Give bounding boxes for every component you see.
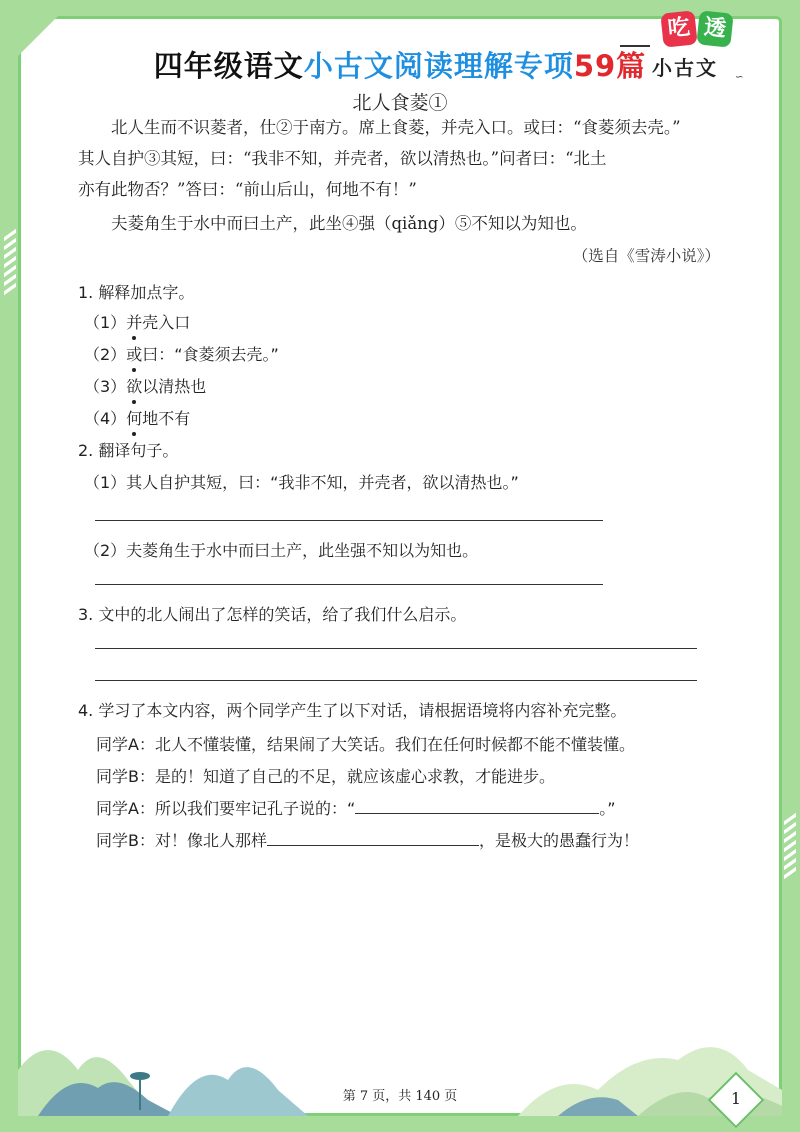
title-part-grade: 四年级语文 [153, 49, 304, 83]
dialogue-line: 同学B：对！像北人那样 ，是极大的愚蠢行为！ [96, 831, 639, 850]
question-2-item: （1）其人自护其短，曰：“我非不知，并壳者，欲以清热也。” [84, 473, 519, 492]
question-1-item: （1）并壳入口 [84, 310, 190, 333]
dialogue-line: 同学B：是的！知道了自己的不足，就应该虚心求教，才能进步。 [96, 767, 555, 786]
passage-source: （选自《雪涛小说》） [572, 247, 720, 265]
passage-paragraph-1 [78, 112, 728, 205]
question-2-item: （2）夫菱角生于水中而曰土产，此坐强不知以为知也。 [84, 541, 479, 560]
question-1-item: （4）何地不有 [84, 406, 190, 429]
answer-line[interactable] [95, 520, 603, 521]
question-3-heading: 3. 文中的北人闹出了怎样的笑话，给了我们什么启示。 [78, 605, 467, 624]
page-number: 1 [730, 1089, 742, 1108]
dialogue-line: 同学A：所以我们要牢记孔子说的：“ 。” [96, 799, 616, 818]
dialogue-line: 同学A：北人不懂装懂，结果闹了大笑话。我们在任何时候都不能不懂装懂。 [96, 735, 635, 754]
brand-logo [662, 12, 734, 46]
answer-line[interactable] [95, 584, 603, 585]
dotted-char: 或 [126, 342, 142, 365]
question-1-heading: 1. 解释加点字。 [78, 283, 195, 302]
dotted-char: 并 [126, 310, 142, 333]
left-stripe-decoration [4, 228, 16, 296]
page-footer: 第 7 页，共 140 页 [342, 1089, 458, 1104]
brand-subtitle: 小古文 [652, 56, 718, 80]
fill-in-blank[interactable] [355, 797, 599, 814]
dotted-char: 欲 [126, 374, 142, 397]
page-title [0, 44, 800, 85]
question-1-item: （2）或曰：“食菱须去壳。” [84, 342, 279, 365]
passage-paragraph-2: 夫菱角生于水中而曰土产，此坐④强（qiǎng）⑤不知以为知也。 [111, 214, 587, 233]
fill-in-blank[interactable] [267, 829, 479, 846]
answer-line[interactable] [95, 680, 697, 681]
question-4-heading: 4. 学习了本文内容，两个同学产生了以下对话，请根据语境将内容补充完整。 [78, 701, 627, 720]
passage-line: 亦有此物否？”答曰：“前山后山，何地不有！” [78, 180, 417, 199]
answer-line[interactable] [95, 648, 697, 649]
title-part-topic: 小古文阅读理解专项 [303, 49, 574, 83]
right-stripe-decoration [784, 812, 796, 880]
question-1-item: （3）欲以清热也 [84, 374, 206, 397]
passage-line: 其人自护③其短，曰：“我非不知，并壳者，欲以清热也。”问者曰：“北土 [78, 149, 607, 168]
brand-char-2: 透 [696, 10, 733, 47]
passage-line: 北人生而不识菱者，仕②于南方。席上食菱，并壳入口。或曰：“食菱须去壳。” [111, 118, 681, 137]
question-2-heading: 2. 翻译句子。 [78, 441, 179, 460]
brand-decoration-mark: ∽ [735, 72, 744, 83]
title-part-count: 59篇 [573, 49, 647, 83]
passage-title: 北人食菱① [352, 92, 448, 114]
brand-char-1: 吃 [660, 10, 697, 47]
dotted-char: 何 [126, 406, 142, 429]
